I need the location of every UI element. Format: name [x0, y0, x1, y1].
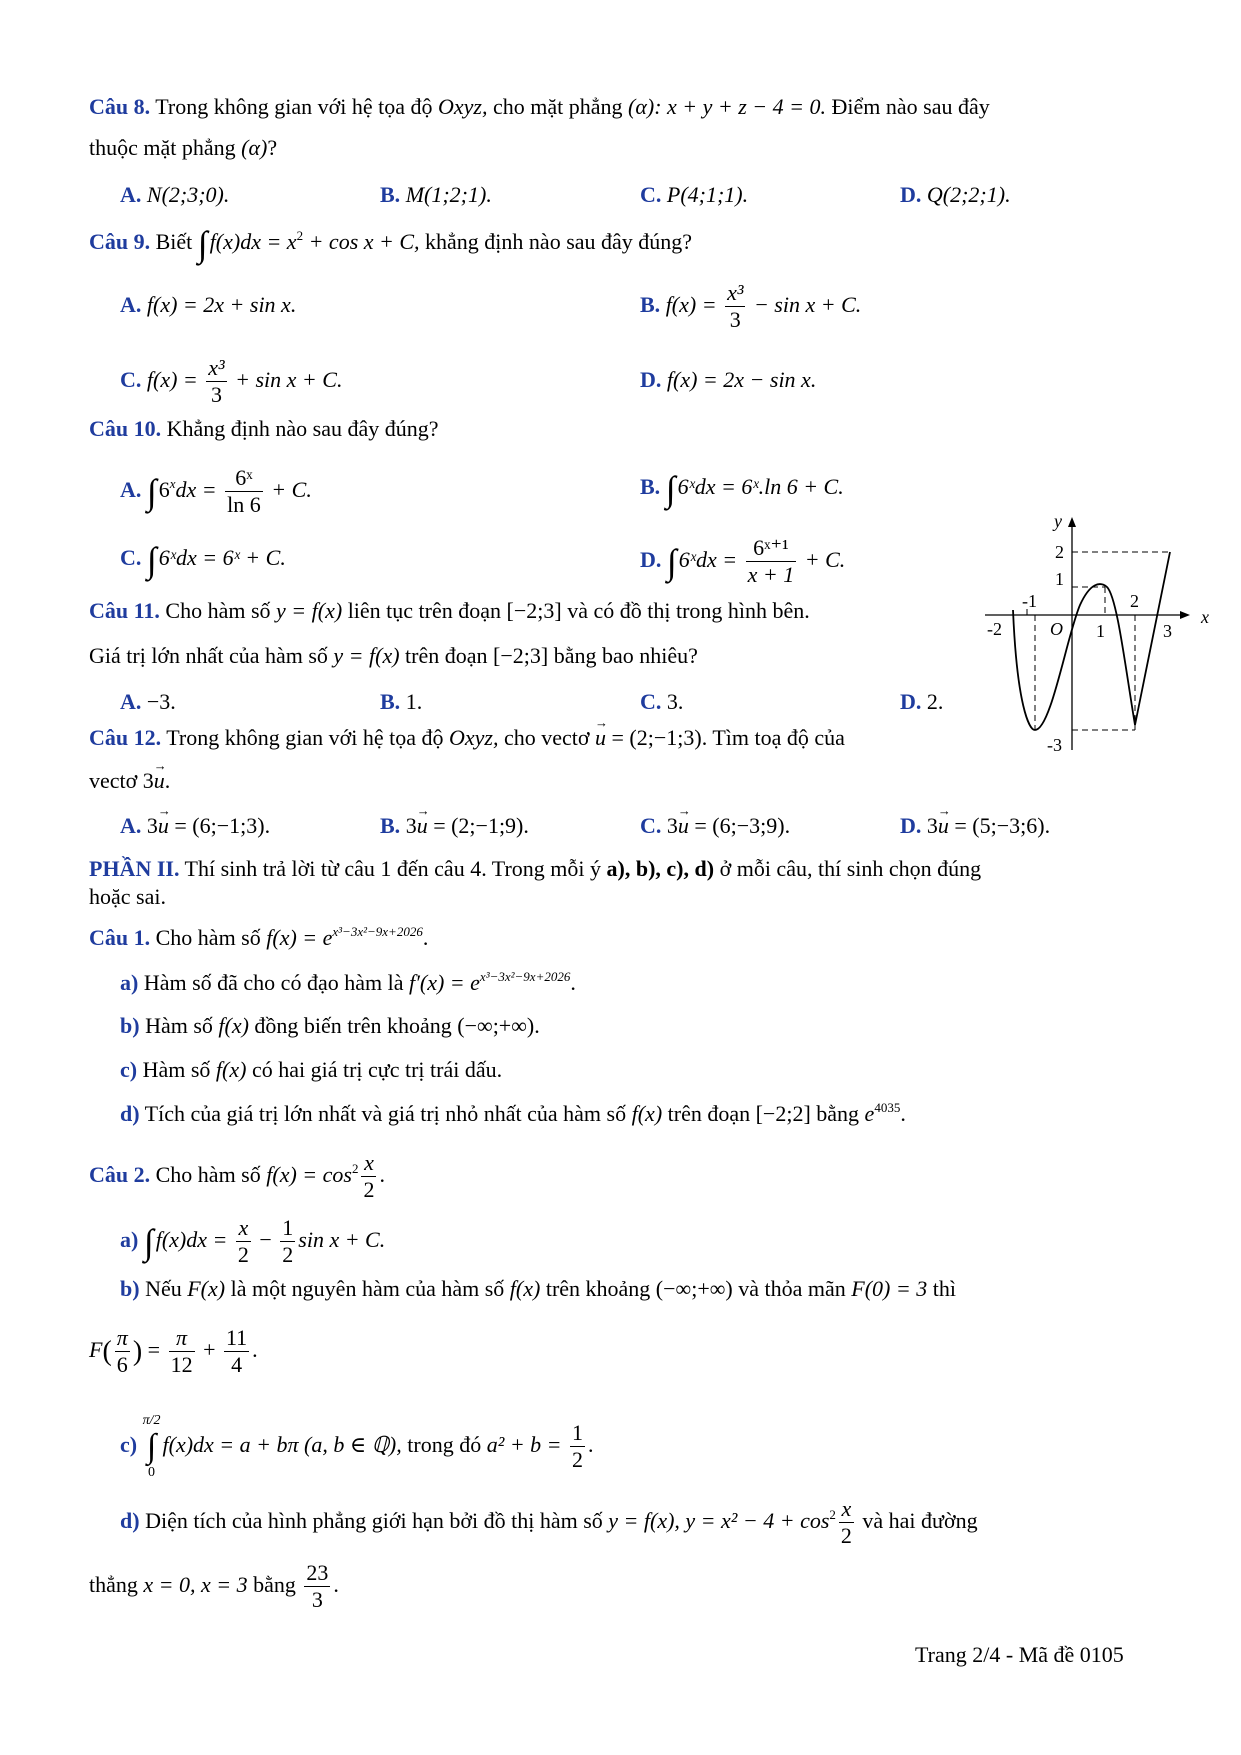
function-y: y = f(x): [276, 598, 343, 623]
q8-text: Trong không gian với hệ tọa độ: [150, 94, 438, 119]
q10-option-d: D. ∫6ˣdx = $\frac{\text{6ˣ⁺¹}}{x + 1}$ + C.: [640, 535, 846, 588]
q9-option-d: [640, 365, 816, 395]
q8-line2: [89, 133, 277, 163]
x-axis-arrow: [1180, 611, 1190, 619]
q11-option-b: [380, 687, 422, 717]
fraction: $\frac{23}{3}$: [306, 1560, 329, 1613]
option-text: 3.: [666, 689, 684, 714]
option-text: f(x) = 2x + sin x.: [146, 292, 297, 317]
q10-line1: [89, 414, 439, 444]
integral-sign: ∫: [146, 472, 157, 512]
option-text: f(x) =: [665, 292, 723, 317]
q11-label: Câu 11.: [89, 598, 160, 623]
part2-items: a), b), c), d): [606, 856, 715, 881]
q9-exponent: 2: [296, 228, 304, 243]
option-text: P(4;1;1).: [666, 182, 749, 207]
fraction: $\frac{x}{2}$: [840, 1496, 852, 1549]
q12-option-a: A. 3→ u = (6;−1;3).: [120, 811, 270, 841]
x-tick-minus-2: -2: [987, 619, 1002, 639]
integral-sign: ∫: [146, 540, 157, 580]
option-label: A.: [120, 689, 142, 714]
q8-equation: : x + y + z − 4 = 0.: [654, 94, 827, 119]
function-curve: [1013, 552, 1170, 730]
option-text: 1.: [405, 689, 423, 714]
q12-label: Câu 12.: [89, 725, 162, 750]
function-graph: [985, 515, 1215, 755]
part2-line1: PHẦN II. Thí sinh trả lời từ câu 1 đến câu 4. Trong mỗi ý a), b), c), d) ở mỗi câu, thí sinh chọn đúng: [89, 856, 982, 881]
item-label: a): [120, 970, 139, 995]
option-label: A.: [120, 292, 142, 317]
item-label: c): [120, 1432, 138, 1457]
option-text: = (2;−1;9).: [427, 813, 529, 838]
option-label: A.: [120, 813, 142, 838]
q11-option-c: [640, 687, 683, 717]
y-axis-arrow: [1068, 517, 1076, 527]
option-text: 6ˣdx = 6ˣ + C.: [158, 545, 286, 570]
fraction: $\frac{\text{x³}}{3}$: [727, 280, 744, 333]
q12-option-c: C. 3→ u = (6;−3;9).: [640, 811, 790, 841]
vector-u: → u: [154, 766, 165, 796]
option-label: D.: [640, 547, 662, 572]
integral-sign: ∫: [666, 542, 677, 582]
item-label: b): [120, 1276, 140, 1301]
fraction: $\frac{x}{2}$: [363, 1150, 375, 1203]
q10-option-c: [120, 540, 286, 580]
y-axis-label: y: [1054, 515, 1062, 531]
q9-text: Biết: [150, 229, 198, 254]
item-label: d): [120, 1508, 140, 1533]
option-label: C.: [640, 689, 662, 714]
integral-sign: ∫: [665, 469, 676, 509]
integral-sign: ∫: [197, 224, 208, 264]
p1-stem: Câu 1. Cho hàm số $f(x) = e^{x^3-3x^2-9x+2026}$.: [89, 924, 429, 950]
x-tick-3: 3: [1163, 621, 1172, 641]
q8-oxyz: Oxyz,: [437, 94, 488, 119]
q8-label: Câu 8.: [89, 94, 151, 119]
x-tick-1: 1: [1096, 621, 1105, 641]
option-text: Q(2;2;1).: [926, 182, 1011, 207]
vector-u: → u: [595, 723, 606, 753]
fraction: $\frac{\text{6ˣ}}{\ln 6}$: [227, 465, 261, 518]
q8-option-d: [900, 180, 1011, 210]
q12-option-d: D. 3→ u = (5;−3;6).: [900, 811, 1050, 841]
q8-line1: [89, 92, 990, 122]
option-label: D.: [900, 689, 922, 714]
q9-option-c: [120, 350, 342, 410]
p2-item-b-line1: b) Nếu F(x) là một nguyên hàm của hàm số f(x) trên khoảng (−∞;+∞) và thỏa mãn F(0) = 3 thì: [120, 1276, 956, 1301]
y-tick-1: 1: [1055, 569, 1064, 589]
option-label: B.: [380, 689, 401, 714]
option-label: B.: [640, 292, 661, 317]
q8-text2: cho mặt phẳng: [487, 94, 628, 119]
option-label: D.: [900, 813, 922, 838]
integral-sign: ∫: [143, 1222, 154, 1262]
q8-alpha-2: (α): [241, 135, 268, 160]
q11-option-a: [120, 687, 176, 717]
q10-option-a: A. $\int 6^xdx$ = $\frac{\text{6ˣ}}{\ln 6}$ + C.: [120, 465, 312, 518]
p2-item-a: a) ∫f(x)dx = $\frac{x}{2}$ − $\frac{1}{2}$ sin x + C.: [120, 1215, 386, 1268]
option-label: A.: [120, 477, 142, 502]
definite-integral: π/2 ∫ 0: [142, 1412, 161, 1480]
function-y: y = f(x): [333, 643, 400, 668]
p1-item-d: d) Tích của giá trị lớn nhất và giá trị nhỏ nhất của hàm số f(x) trên đoạn [−2;2] bằng $e^{4035}$.: [120, 1100, 906, 1126]
item-label: d): [120, 1101, 140, 1126]
q12-option-b: B. 3→ u = (2;−1;9).: [380, 811, 529, 841]
q9-expr: f(x)dx = x: [209, 229, 297, 254]
p2-item-c: c) π/2 ∫ 0 f(x)dx = a + bπ (a, b ∈ ℚ), trong đó a² + b = $\frac{1}{2}$ .: [120, 1412, 594, 1480]
fraction: $\frac{11}{4}$: [225, 1325, 248, 1378]
q10-label: Câu 10.: [89, 416, 162, 441]
option-text: + sin x + C.: [229, 367, 343, 392]
item-label: b): [120, 1013, 140, 1038]
interval: [−2;3]: [493, 643, 549, 668]
option-label: C.: [640, 182, 662, 207]
q10-text: Khẳng định nào sau đây đúng?: [161, 416, 439, 441]
option-label: D.: [900, 182, 922, 207]
q8-option-b: [380, 180, 492, 210]
option-label: C.: [120, 545, 142, 570]
q10-option-b: [640, 469, 844, 509]
option-text: f(x) =: [146, 367, 204, 392]
option-text: N(2;3;0).: [146, 182, 230, 207]
q9-option-b: [640, 275, 861, 335]
option-text: f(x) = 2x − sin x.: [666, 367, 817, 392]
option-text: = (6;−1;3).: [168, 813, 271, 838]
q9-option-a: [120, 290, 296, 320]
fraction: $\frac{\text{x³}}{3}$: [208, 355, 225, 408]
option-label: C.: [640, 813, 662, 838]
p2-item-b-line2: F( $\frac{\pi}{6}$ ) = $\frac{\pi}{12}$ + $\frac{11}{4}$ .: [89, 1325, 258, 1378]
q8-alpha: (α): [628, 94, 655, 119]
q12-line2: vectơ 3→ u.: [89, 766, 170, 796]
q11-line1: Câu 11. Cho hàm số y = f(x) liên tục trên đoạn [−2;3] và có đồ thị trong hình bên.: [89, 598, 810, 623]
p1-item-b: b) Hàm số f(x) đồng biến trên khoảng (−∞;+∞).: [120, 1013, 540, 1038]
p1-item-a: a) Hàm số đã cho có đạo hàm là $f'(x) = e^{x^3-3x^2-9x+2026}$.: [120, 969, 576, 995]
y-tick-2: 2: [1055, 542, 1064, 562]
fraction: $\frac{1}{2}$: [282, 1215, 294, 1268]
item-label: c): [120, 1057, 138, 1082]
part2-line2: hoặc sai.: [89, 884, 166, 909]
option-text: = (5;−3;6).: [948, 813, 1051, 838]
option-label: B.: [380, 182, 401, 207]
q8-option-c: [640, 180, 748, 210]
fraction: $\frac{1}{2}$: [572, 1420, 584, 1473]
option-label: C.: [120, 367, 142, 392]
q12-line1: Câu 12. Trong không gian với hệ tọa độ Oxyz, cho vectơ → u = (2;−1;3). Tìm toạ độ của: [89, 723, 845, 753]
x-tick-minus-1: -1: [1022, 591, 1037, 611]
q9-line1: [89, 224, 693, 264]
q8-text4: thuộc mặt phẳng: [89, 135, 242, 160]
option-label: A.: [120, 182, 142, 207]
option-text: = (6;−3;9).: [688, 813, 791, 838]
option-text: −3.: [146, 689, 176, 714]
p1-label: Câu 1.: [89, 925, 151, 950]
p2-stem: Câu 2. Cho hàm số $f(x) = \cos^2$ $\frac{x}{2}$ .: [89, 1150, 385, 1203]
q9-expr2: + cos x + C,: [303, 229, 420, 254]
q9-label: Câu 9.: [89, 229, 151, 254]
item-label: a): [120, 1227, 139, 1252]
p2-item-d-line1: d) Diện tích của hình phẳng giới hạn bởi đồ thị hàm số y = f(x), $y = x^2 - 4 + \cos^2$ $\frac{x}{2}$ và hai đường: [120, 1496, 978, 1549]
p1-item-c: c) Hàm số f(x) có hai giá trị cực trị trái dấu.: [120, 1057, 503, 1082]
option-text: 2.: [926, 689, 944, 714]
p2-item-d-line2: thẳng x = 0, x = 3 bằng $\frac{23}{3}$ .: [89, 1560, 339, 1613]
q11-line2: Giá trị lớn nhất của hàm số y = f(x) trên đoạn [−2;3] bằng bao nhiêu?: [89, 643, 698, 668]
fraction: $\frac{\text{6ˣ⁺¹}}{x + 1}$: [747, 535, 795, 588]
option-label: B.: [640, 474, 661, 499]
y-tick-minus-3: -3: [1047, 735, 1062, 755]
page-footer: Trang 2/4 - Mã đề 0105: [915, 1642, 1124, 1667]
q11-option-d: [900, 687, 943, 717]
p2-label: Câu 2.: [89, 1162, 151, 1187]
q8-text3: Điểm nào sau đây: [826, 94, 990, 119]
q9-text2: khẳng định nào sau đây đúng?: [419, 229, 693, 254]
option-label: D.: [640, 367, 662, 392]
option-label: B.: [380, 813, 401, 838]
origin-label: O: [1050, 619, 1063, 639]
part2-label: PHẦN II.: [89, 856, 180, 881]
fraction: $\frac{\pi}{6}$: [116, 1325, 128, 1378]
interval: [−2;3]: [506, 598, 562, 623]
x-tick-2: 2: [1130, 591, 1139, 611]
fraction: $\frac{\pi}{12}$: [170, 1325, 193, 1378]
option-text: M(1;2;1).: [405, 182, 492, 207]
q8-text5: ?: [267, 135, 278, 160]
x-axis-label: x: [1201, 607, 1209, 627]
guide-lines: [1027, 552, 1170, 730]
option-text: 6ˣdx = 6ˣ.ln 6 + C.: [677, 474, 844, 499]
option-text: − sin x + C.: [748, 292, 862, 317]
fraction: $\frac{x}{2}$: [237, 1215, 249, 1268]
q8-option-a: [120, 180, 229, 210]
